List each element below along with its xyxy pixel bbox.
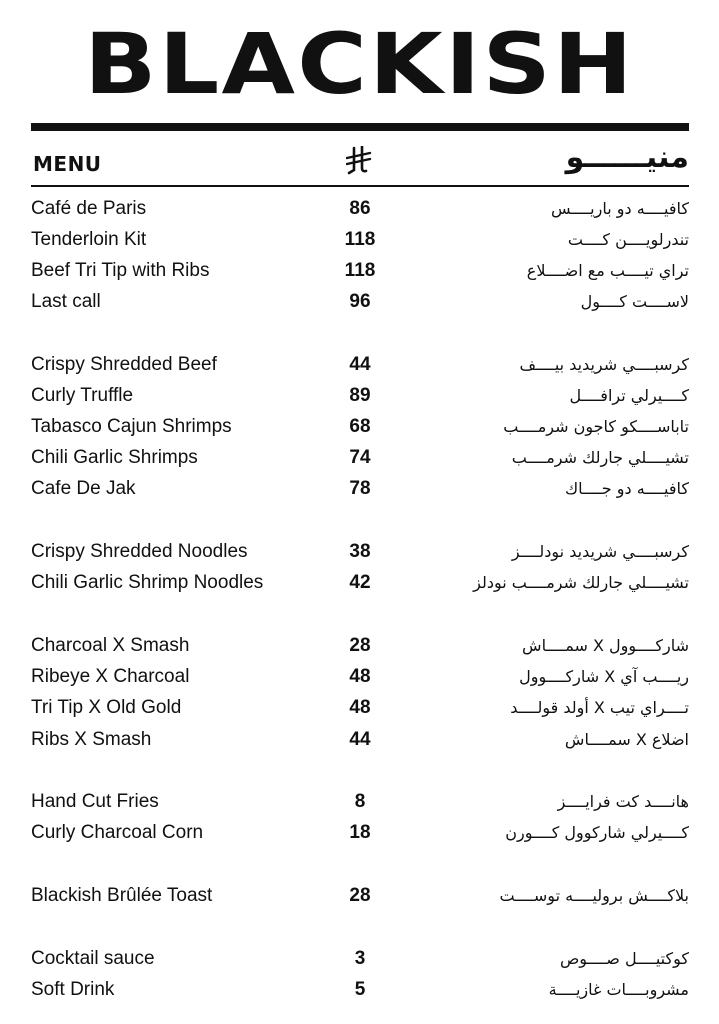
item-price: 96 <box>349 291 371 312</box>
menu-item <box>0 349 719 380</box>
menu-item <box>0 224 719 255</box>
menu-item <box>0 193 719 224</box>
menu-item <box>0 692 719 723</box>
brand-logo: BLACKISH <box>84 15 635 113</box>
menu-item <box>0 380 719 411</box>
item-name: Charcoal X Smash <box>31 635 190 656</box>
menu-item <box>0 661 719 692</box>
item-price: 8 <box>354 791 366 812</box>
item-name-ar: شاركــــوول X سمــــاش <box>522 636 689 655</box>
item-name: Ribeye X Charcoal <box>31 666 190 687</box>
item-name: Cafe De Jak <box>31 478 136 499</box>
menu-title-ar: منيــــــو <box>565 140 689 175</box>
item-price: 28 <box>349 635 371 656</box>
item-name: Tabasco Cajun Shrimps <box>31 416 232 437</box>
menu-item <box>0 974 719 1005</box>
item-price: 48 <box>349 666 371 687</box>
item-name: Crispy Shredded Noodles <box>31 541 248 562</box>
menu-item <box>0 817 719 848</box>
item-name: Curly Truffle <box>31 385 134 406</box>
item-name: Blackish Brûlée Toast <box>31 885 213 906</box>
menu-item <box>0 473 719 504</box>
menu-item <box>0 286 719 317</box>
item-price: 74 <box>349 447 371 468</box>
item-name: Chili Garlic Shrimp Noodles <box>31 572 264 593</box>
item-name: Tri Tip X Old Gold <box>31 697 182 718</box>
menu-title-en: MENU <box>33 152 102 176</box>
item-name: Cocktail sauce <box>31 948 155 969</box>
item-name-ar: ريــــب آي X شاركــــوول <box>519 667 689 686</box>
item-name: Chili Garlic Shrimps <box>31 447 198 468</box>
item-name-ar: مشروبــــات غازيــــة <box>548 980 689 999</box>
item-name-ar: كــــيرلي ترافــــل <box>569 386 689 405</box>
item-price: 68 <box>349 416 371 437</box>
item-name-ar: تــــراي تيب X أولد قولــــد <box>510 698 689 717</box>
item-price: 118 <box>344 229 376 250</box>
item-price: 44 <box>349 729 371 750</box>
item-name-ar: كافيــــه دو باريــــس <box>551 199 689 218</box>
menu-item <box>0 442 719 473</box>
item-name-ar: تشيــــلي جارلك شرمــــب نودلز <box>473 573 689 592</box>
item-name-ar: كرسبــــي شريديد بيــــف <box>519 355 689 374</box>
item-price: 28 <box>349 885 371 906</box>
item-price: 86 <box>349 198 371 219</box>
item-name-ar: تشيــــلي جارلك شرمــــب <box>511 448 689 467</box>
menu-item <box>0 786 719 817</box>
item-name: Ribs X Smash <box>31 729 152 750</box>
item-name: Curly Charcoal Corn <box>31 822 204 843</box>
menu-item <box>0 567 719 598</box>
menu-item <box>0 724 719 755</box>
item-price: 89 <box>349 385 371 406</box>
item-name-ar: اضلاع X سمــــاش <box>564 730 689 749</box>
item-price: 3 <box>354 948 366 969</box>
item-name-ar: كــــيرلي شاركوول كــــورن <box>505 823 689 842</box>
item-price: 78 <box>349 478 371 499</box>
menu-item <box>0 880 719 911</box>
item-name-ar: تراي تيــــب مع اضــــلاع <box>526 261 689 280</box>
menu-item <box>0 411 719 442</box>
item-name: Tenderloin Kit <box>31 229 147 250</box>
item-price: 38 <box>349 541 371 562</box>
item-price: 48 <box>349 697 371 718</box>
item-name: Crispy Shredded Beef <box>31 354 217 375</box>
item-price: 5 <box>354 979 366 1000</box>
item-price: 44 <box>349 354 371 375</box>
item-name-ar: كافيــــه دو جــــاك <box>564 479 689 498</box>
item-price: 18 <box>349 822 371 843</box>
menu-item <box>0 255 719 286</box>
item-name: Beef Tri Tip with Ribs <box>31 260 210 281</box>
item-name-ar: هانــــد كت فرايــــز <box>557 792 689 811</box>
item-name-ar: تاباســــكو كاجون شرمــــب <box>503 417 689 436</box>
item-name-ar: لاســــت كــــول <box>580 292 689 311</box>
item-name: Last call <box>31 291 101 312</box>
item-price: 42 <box>349 572 371 593</box>
item-name-ar: كرسبــــي شريديد نودلــــز <box>511 542 689 561</box>
menu-item <box>0 536 719 567</box>
item-price: 118 <box>344 260 376 281</box>
menu-item <box>0 630 719 661</box>
item-name-ar: بلاكــــش بروليــــه توســــت <box>499 886 689 905</box>
item-name-ar: تندرلويــــن كــــت <box>567 230 689 249</box>
item-name: Hand Cut Fries <box>31 791 159 812</box>
item-name-ar: كوكتيــــل صــــوص <box>559 949 689 968</box>
item-name: Soft Drink <box>31 979 115 1000</box>
menu-item <box>0 943 719 974</box>
item-name: Café de Paris <box>31 198 147 219</box>
